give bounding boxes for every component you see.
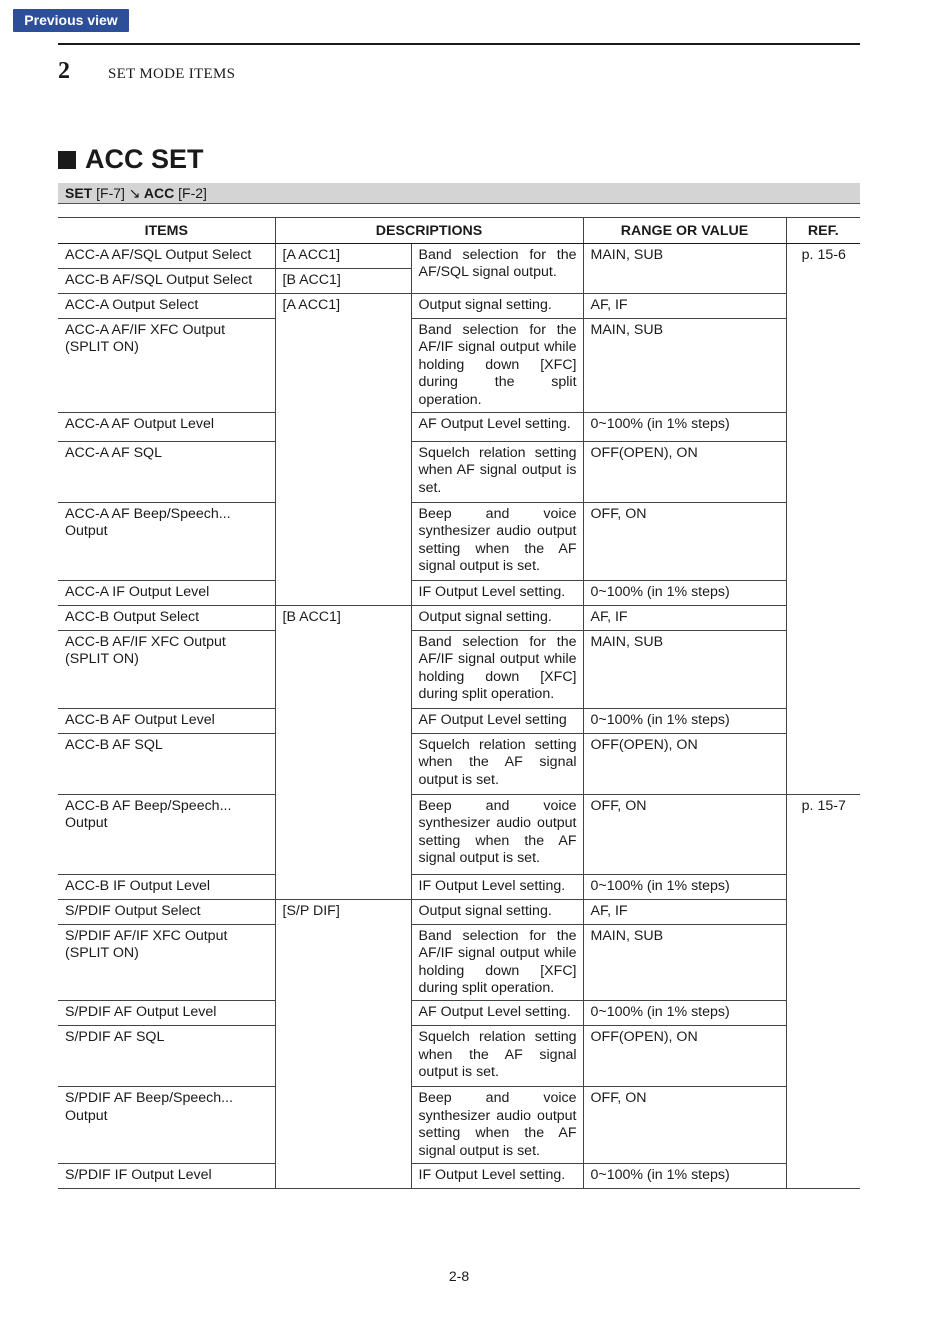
table-row	[58, 1086, 860, 1163]
table-row	[58, 630, 860, 708]
table-row	[58, 580, 860, 605]
range-cell: AF, IF	[583, 293, 786, 318]
table-row	[58, 502, 860, 580]
range-cell: OFF(OPEN), ON	[583, 1025, 786, 1086]
port-cell: [B ACC1]	[275, 268, 411, 293]
item-cell: ACC-B AF SQL	[58, 733, 275, 794]
table-row	[58, 318, 860, 412]
item-cell: ACC-A AF Beep/Speech... Output	[58, 502, 275, 580]
item-cell: ACC-B AF Output Level	[58, 708, 275, 733]
range-cell: 0~100% (in 1% steps)	[583, 412, 786, 441]
item-cell: ACC-B Output Select	[58, 605, 275, 630]
header-items: ITEMS	[58, 218, 275, 244]
table-row	[58, 924, 860, 1000]
description-cell: AF Output Level setting	[411, 708, 583, 733]
table-row	[58, 874, 860, 899]
description-cell: Squelch relation setting when the AF signal output is set.	[411, 1025, 583, 1086]
item-cell: ACC-A AF Output Level	[58, 412, 275, 441]
description-cell: IF Output Level setting.	[411, 874, 583, 899]
description-cell: Squelch relation setting when AF signal output is set.	[411, 441, 583, 502]
item-cell: ACC-A AF SQL	[58, 441, 275, 502]
description-cell: Output signal setting.	[411, 293, 583, 318]
port-cell: [A ACC1]	[275, 243, 411, 268]
menu-path-bar	[58, 183, 860, 204]
item-cell: ACC-A AF/SQL Output Select	[58, 243, 275, 268]
header-descriptions: DESCRIPTIONS	[275, 218, 583, 244]
range-cell: OFF, ON	[583, 1086, 786, 1163]
table-row	[58, 441, 860, 502]
range-cell: MAIN, SUB	[583, 318, 786, 412]
path-set: SET	[65, 185, 93, 201]
page-number: 2-8	[448, 1268, 470, 1284]
table-row	[58, 293, 860, 318]
chapter-number: 2	[58, 58, 70, 84]
description-cell: AF Output Level setting.	[411, 1000, 583, 1025]
table-row	[58, 1000, 860, 1025]
table-row	[58, 243, 860, 268]
item-cell: S/PDIF Output Select	[58, 899, 275, 924]
path-set-key: [F-7]	[92, 185, 129, 201]
chapter-title: SET MODE ITEMS	[108, 66, 236, 82]
table-row	[58, 605, 860, 630]
description-cell: Output signal setting.	[411, 605, 583, 630]
description-cell: AF Output Level setting.	[411, 412, 583, 441]
description-cell: Beep and voice synthesizer audio output setting when the AF signal output is set.	[411, 502, 583, 580]
item-cell: S/PDIF AF/IF XFC Output (SPLIT ON)	[58, 924, 275, 1000]
description-cell: Band selection for the AF/SQL signal output.	[411, 243, 583, 293]
table-header-row	[58, 218, 860, 244]
description-cell: IF Output Level setting.	[411, 1163, 583, 1188]
previous-view-button[interactable]: Previous view	[13, 9, 129, 32]
description-cell: Beep and voice synthesizer audio output setting when the AF signal output is set.	[411, 794, 583, 874]
item-cell: S/PDIF IF Output Level	[58, 1163, 275, 1188]
range-cell: 0~100% (in 1% steps)	[583, 580, 786, 605]
item-cell: ACC-A IF Output Level	[58, 580, 275, 605]
section-title: ACC SET	[85, 144, 204, 174]
range-cell: 0~100% (in 1% steps)	[583, 1163, 786, 1188]
description-cell: Output signal setting.	[411, 899, 583, 924]
path-arrow-icon: ↘	[128, 185, 141, 201]
path-acc: ACC	[140, 185, 175, 201]
item-cell: S/PDIF AF SQL	[58, 1025, 275, 1086]
range-cell: OFF(OPEN), ON	[583, 441, 786, 502]
section-square-icon	[58, 151, 76, 169]
table-row	[58, 794, 860, 874]
description-cell: Band selection for the AF/IF signal output while holding down [XFC] during split operation.	[411, 630, 583, 708]
item-cell: S/PDIF AF Output Level	[58, 1000, 275, 1025]
range-cell: OFF(OPEN), ON	[583, 733, 786, 794]
header-ref: REF.	[786, 218, 860, 244]
range-cell: MAIN, SUB	[583, 243, 786, 293]
item-cell: ACC-B AF Beep/Speech... Output	[58, 794, 275, 874]
path-acc-key: [F-2]	[174, 185, 207, 201]
description-cell: IF Output Level setting.	[411, 580, 583, 605]
table-row	[58, 1163, 860, 1188]
item-cell: ACC-B AF/SQL Output Select	[58, 268, 275, 293]
item-cell: ACC-B AF/IF XFC Output (SPLIT ON)	[58, 630, 275, 708]
range-cell: AF, IF	[583, 899, 786, 924]
port-cell: [A ACC1]	[275, 293, 411, 605]
item-cell: S/PDIF AF Beep/Speech... Output	[58, 1086, 275, 1163]
port-cell: [B ACC1]	[275, 605, 411, 899]
description-cell: Beep and voice synthesizer audio output setting when the AF signal output is set.	[411, 1086, 583, 1163]
table-row	[58, 412, 860, 441]
range-cell: 0~100% (in 1% steps)	[583, 874, 786, 899]
range-cell: AF, IF	[583, 605, 786, 630]
section-heading	[58, 144, 204, 175]
header-range: RANGE OR VALUE	[583, 218, 786, 244]
description-cell: Band selection for the AF/IF signal output while holding down [XFC] during split operation.	[411, 924, 583, 1000]
table-row	[58, 1025, 860, 1086]
table-row	[58, 899, 860, 924]
item-cell: ACC-A AF/IF XFC Output (SPLIT ON)	[58, 318, 275, 412]
ref-cell: p. 15-6	[786, 243, 860, 794]
range-cell: MAIN, SUB	[583, 924, 786, 1000]
acc-set-table	[58, 217, 860, 1189]
range-cell: OFF, ON	[583, 794, 786, 874]
ref-cell: p. 15-7	[786, 794, 860, 1188]
port-cell: [S/P DIF]	[275, 899, 411, 1188]
header-rule	[58, 43, 860, 45]
table-row	[58, 708, 860, 733]
item-cell: ACC-B IF Output Level	[58, 874, 275, 899]
range-cell: MAIN, SUB	[583, 630, 786, 708]
range-cell: 0~100% (in 1% steps)	[583, 1000, 786, 1025]
table-row	[58, 733, 860, 794]
description-cell: Squelch relation setting when the AF signal output is set.	[411, 733, 583, 794]
range-cell: OFF, ON	[583, 502, 786, 580]
item-cell: ACC-A Output Select	[58, 293, 275, 318]
range-cell: 0~100% (in 1% steps)	[583, 708, 786, 733]
description-cell: Band selection for the AF/IF signal output while holding down [XFC] during the split operation.	[411, 318, 583, 412]
